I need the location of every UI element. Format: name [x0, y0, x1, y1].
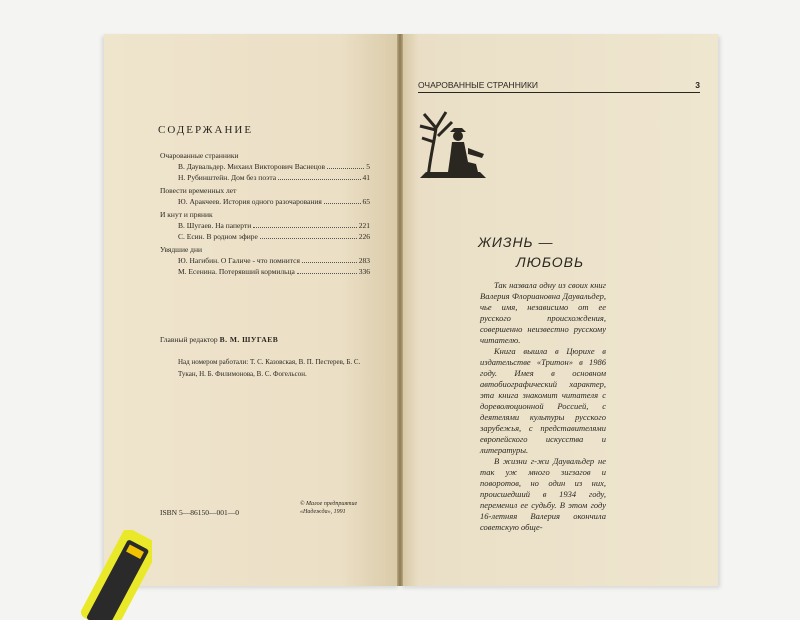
body-paragraph: В жизни г-жи Даувальдер не так уж много зигзагов и поворотов, но один из них, происшедший в 1934 году, переменил ее судьбу. В этом году 16-летняя Валерия окончила советскую обще- [480, 456, 606, 532]
toc-entry [160, 255, 370, 266]
page-number: 3 [695, 80, 700, 90]
staff-credits: Над номером работали: Т. С. Казовская, В. П. Пестерев, Б. С. Тукан, Н. Б. Филимонова, В. С. Фогельсон. [178, 358, 361, 378]
toc-entry-page: 226 [358, 232, 370, 241]
toc-entry-title: Ю. Аракчеев. История одного разочарования [178, 197, 322, 206]
toc-leader-dots [278, 172, 360, 180]
toc-entry [160, 196, 370, 207]
toc-entry-page: 5 [366, 162, 370, 171]
toc-entry-title: М. Есенина. Потерявший кормильца [178, 267, 295, 276]
toc-title: СОДЕРЖАНИЕ [158, 124, 254, 136]
body-text [480, 280, 606, 533]
tree-figure-illustration [416, 108, 496, 180]
toc-leader-dots [297, 266, 357, 274]
toc-section-title: Увядшие дни [160, 245, 203, 254]
toc-section-title: Очарованные странники [160, 151, 239, 160]
toc-entry [160, 161, 370, 172]
toc-entry-page: 65 [362, 197, 370, 206]
toc-entry [160, 220, 370, 231]
editor-name: В. М. ШУГАЕВ [219, 335, 279, 344]
toc-entry-page: 41 [362, 173, 370, 182]
toc-leader-dots [253, 220, 357, 228]
toc-entry [160, 231, 370, 242]
book-spine [397, 34, 403, 586]
editor-label: Главный редактор [160, 335, 218, 344]
table-of-contents [160, 148, 370, 277]
editor-line [160, 335, 278, 344]
toc-section-title: Повести временных лет [160, 186, 237, 195]
body-paragraph: Книга вышла в Цюрихе в издательстве «Тритон» в 1986 году. Имея в основном автобиографический характер, эта книга знакомит читателя с дореволюционной Россией, с деятелями культуры русского зарубежья, с представителями европейского искусства и литературы. [480, 346, 606, 455]
chapter-title-line-1: ЖИЗНЬ — [478, 234, 554, 250]
toc-leader-dots [327, 161, 364, 169]
header-title: ОЧАРОВАННЫЕ СТРАННИКИ [418, 80, 539, 90]
toc-entry [160, 266, 370, 277]
toc-entry-title: С. Есин. В родном эфире [178, 232, 258, 241]
toc-entry-title: Н. Рубинштейн. Дом без поэта [178, 173, 277, 182]
toc-leader-dots [302, 255, 357, 263]
publisher-line-1: © Малое предприятие [300, 501, 358, 507]
highlighter-marker-icon [70, 530, 152, 620]
toc-leader-dots [324, 196, 361, 204]
toc-leader-dots [260, 231, 357, 239]
publisher-imprint [300, 500, 357, 516]
chapter-title-line-2: ЛЮБОВЬ [516, 254, 585, 270]
toc-entry-title: В. Шугаев. На паперти [178, 221, 252, 230]
running-header [418, 80, 700, 93]
toc-entry-page: 283 [358, 256, 370, 265]
toc-entry-title: В. Даувальдер. Михаил Викторович Васнецов [178, 162, 326, 171]
toc-entry-page: 336 [358, 267, 370, 276]
toc-section-title: И кнут и пряник [160, 210, 213, 219]
isbn: ISBN 5—86150—001—0 [160, 508, 239, 517]
body-paragraph: Так назвала одну из своих книг Валерия Флориановна Даувальдер, чье имя, независимо от ее русского происхождения, совершенно неизвестно русскому читателю. [480, 280, 606, 345]
publisher-line-2: «Надежда», 1991 [300, 509, 346, 515]
toc-entry-title: Ю. Нагибин. О Галиче - что помнится [178, 256, 300, 265]
toc-entry [160, 172, 370, 183]
chapter-title [478, 232, 584, 272]
toc-entry-page: 221 [358, 221, 370, 230]
